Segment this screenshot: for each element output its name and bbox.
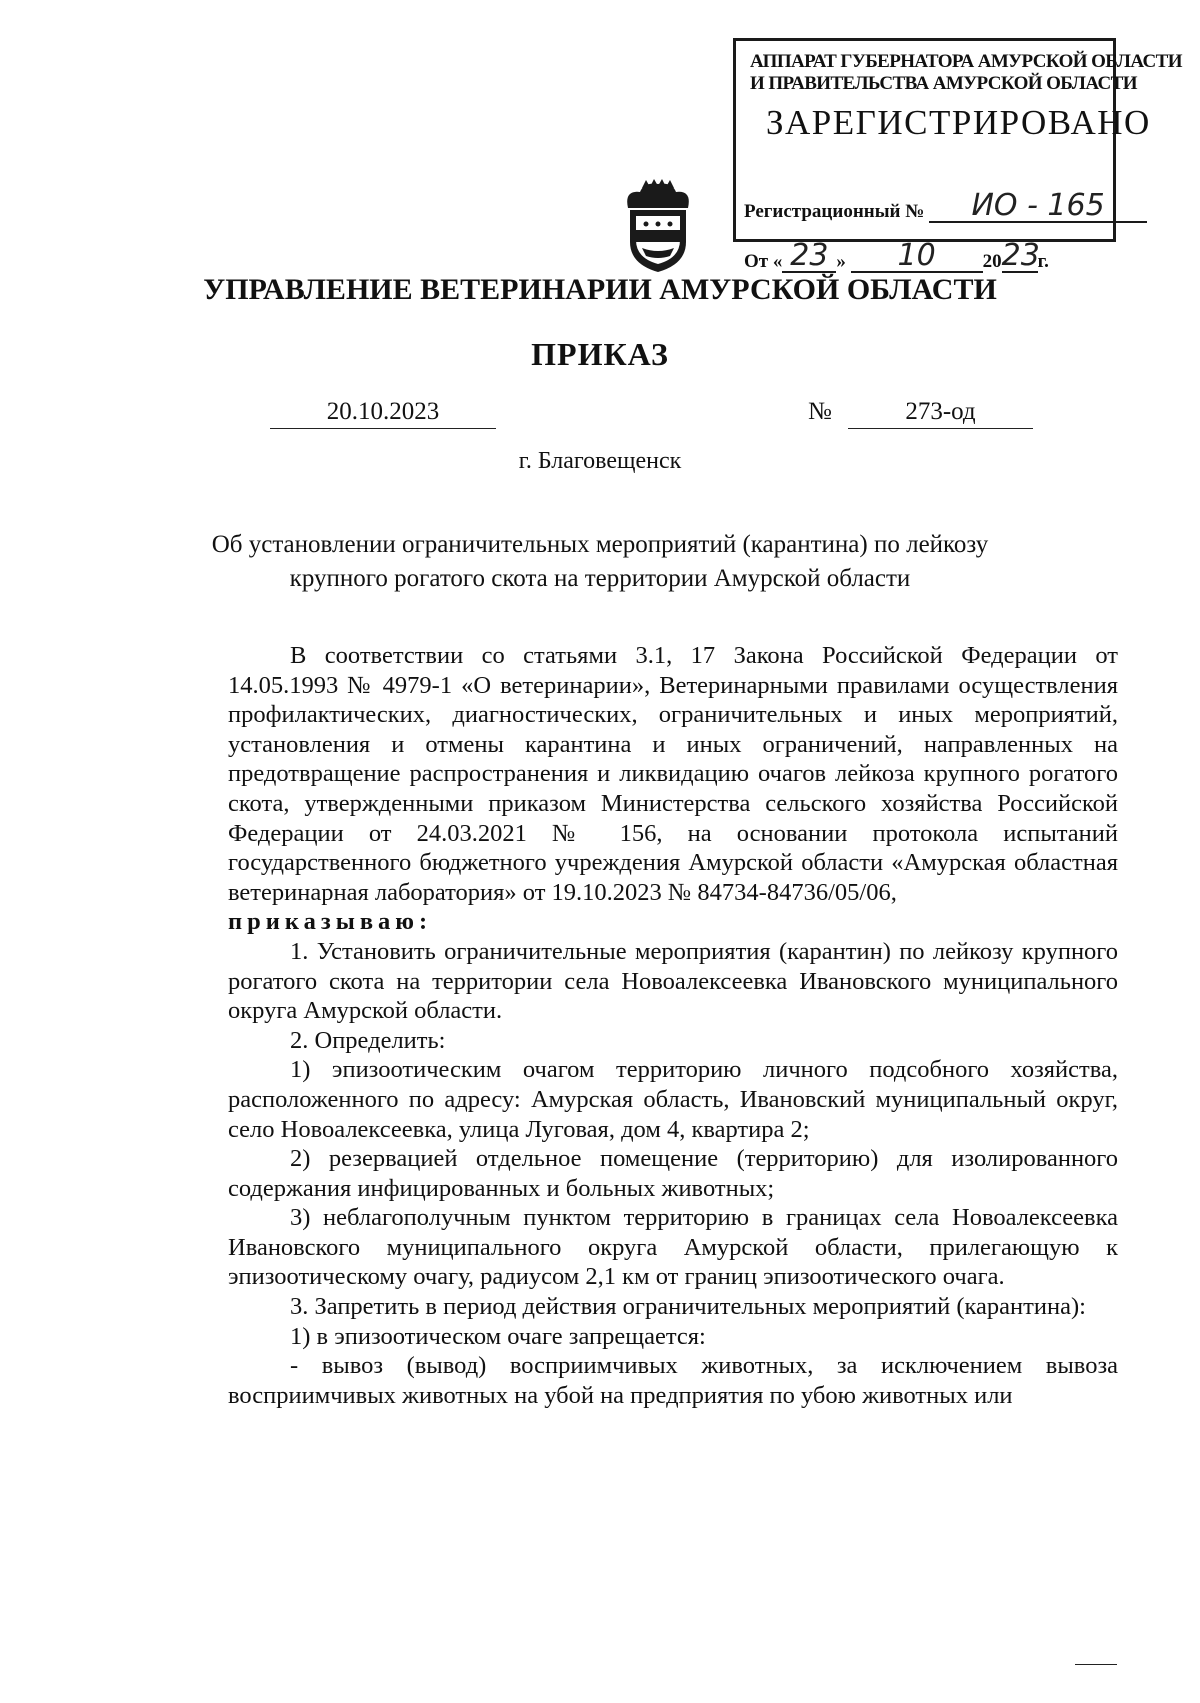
- subject-line-2: крупного рогатого скота на территории Амурской области: [289, 565, 911, 592]
- stamp-reg-number: ИО - 165: [929, 191, 1147, 223]
- item-1: 1. Установить ограничительные мероприятия (карантин) по лейкозу крупного рогатого скота на территории села Новоалексеевка Ивановского муниципального округа Амурской области.: [228, 937, 1118, 1025]
- order-number-label: №: [808, 398, 832, 425]
- stamp-title: ЗАРЕГИСТРИРОВАНО: [766, 103, 1151, 142]
- stamp-registration-row: [744, 188, 1147, 223]
- order-directive: приказываю:: [228, 908, 433, 936]
- order-subject: [200, 528, 1000, 596]
- stamp-day: 23: [782, 241, 836, 273]
- stamp-year-prefix: 20: [982, 251, 1002, 272]
- stamp-org-line-2: И ПРАВИТЕЛЬСТВА АМУРСКОЙ ОБЛАСТИ: [750, 73, 1137, 94]
- page-continuation-mark: [1075, 1664, 1117, 1665]
- order-body: [228, 641, 1118, 1410]
- stamp-date-from: От «: [744, 251, 783, 272]
- item-3: 3. Запретить в период действия ограничительных мероприятий (карантина):: [290, 1293, 1086, 1321]
- order-number: 273-од: [848, 398, 1033, 429]
- item-2-1: 1) эпизоотическим очагом территорию личного подсобного хозяйства, расположенного по адресу: Амурская область, Ивановский муниципальный округ, село Новоалексеевка, улица Луговая, дом 4, квартира 2;: [228, 1056, 1118, 1143]
- item-2-2: 2) резервацией отдельное помещение (территорию) для изолированного содержания инфицированных и больных животных;: [228, 1145, 1118, 1202]
- order-date: 20.10.2023: [270, 398, 496, 429]
- stamp-day-close: »: [836, 251, 846, 272]
- subject-line-1: Об установлении ограничительных мероприятий (карантина) по лейкозу: [211, 531, 989, 558]
- registration-stamp: [733, 38, 1182, 273]
- preamble-paragraph: В соответствии со статьями 3.1, 17 Закона Российской Федерации от 14.05.1993 № 4979-1 «О ветеринарии», Ветеринарными правилами осуществления профилактических, диагностических, ограничительных и иных мероприятий, установления и отмены карантина и иных ограничений, направленных на предотвращение распространения и ликвидацию очагов лейкоза крупного рогатого скота, утвержденными приказом Министерства сельского хозяйства Российской Федерации от 24.03.2021 № 156, на основании протокола испытаний государственного бюджетного учреждения Амурской области «Амурская областная ветеринарная лаборатория» от 19.10.2023 № 84734-84736/05/06,: [228, 642, 1118, 906]
- organization-name: УПРАВЛЕНИЕ ВЕТЕРИНАРИИ АМУРСКОЙ ОБЛАСТИ: [203, 273, 997, 306]
- stamp-date-row: [744, 238, 1049, 273]
- stamp-year-mark: г.: [1037, 251, 1049, 272]
- item-3-1-a: - вывоз (вывод) восприимчивых животных, за исключением вывоза восприимчивых животных на убой на предприятия по убою животных или: [228, 1352, 1118, 1409]
- coat-of-arms-icon: [618, 178, 698, 274]
- stamp-year-suffix: 23: [1001, 238, 1040, 273]
- document-title: ПРИКАЗ: [531, 336, 669, 372]
- city: г. Благовещенск: [518, 448, 682, 474]
- stamp-reg-label: Регистрационный №: [744, 201, 925, 222]
- item-2: 2. Определить:: [290, 1026, 446, 1054]
- stamp-org-line-1: АППАРАТ ГУБЕРНАТОРА АМУРСКОЙ ОБЛАСТИ: [750, 51, 1182, 72]
- item-2-3: 3) неблагополучным пунктом территорию в границах села Новоалексеевка Ивановского муниципального округа Амурской области, прилегающую к эпизоотическому очагу, радиусом 2,1 км от границ эпизоотического очага.: [228, 1204, 1118, 1291]
- item-3-1: 1) в эпизоотическом очаге запрещается:: [290, 1322, 706, 1350]
- stamp-month: 10: [851, 241, 983, 273]
- stamp-organization: [750, 51, 1182, 95]
